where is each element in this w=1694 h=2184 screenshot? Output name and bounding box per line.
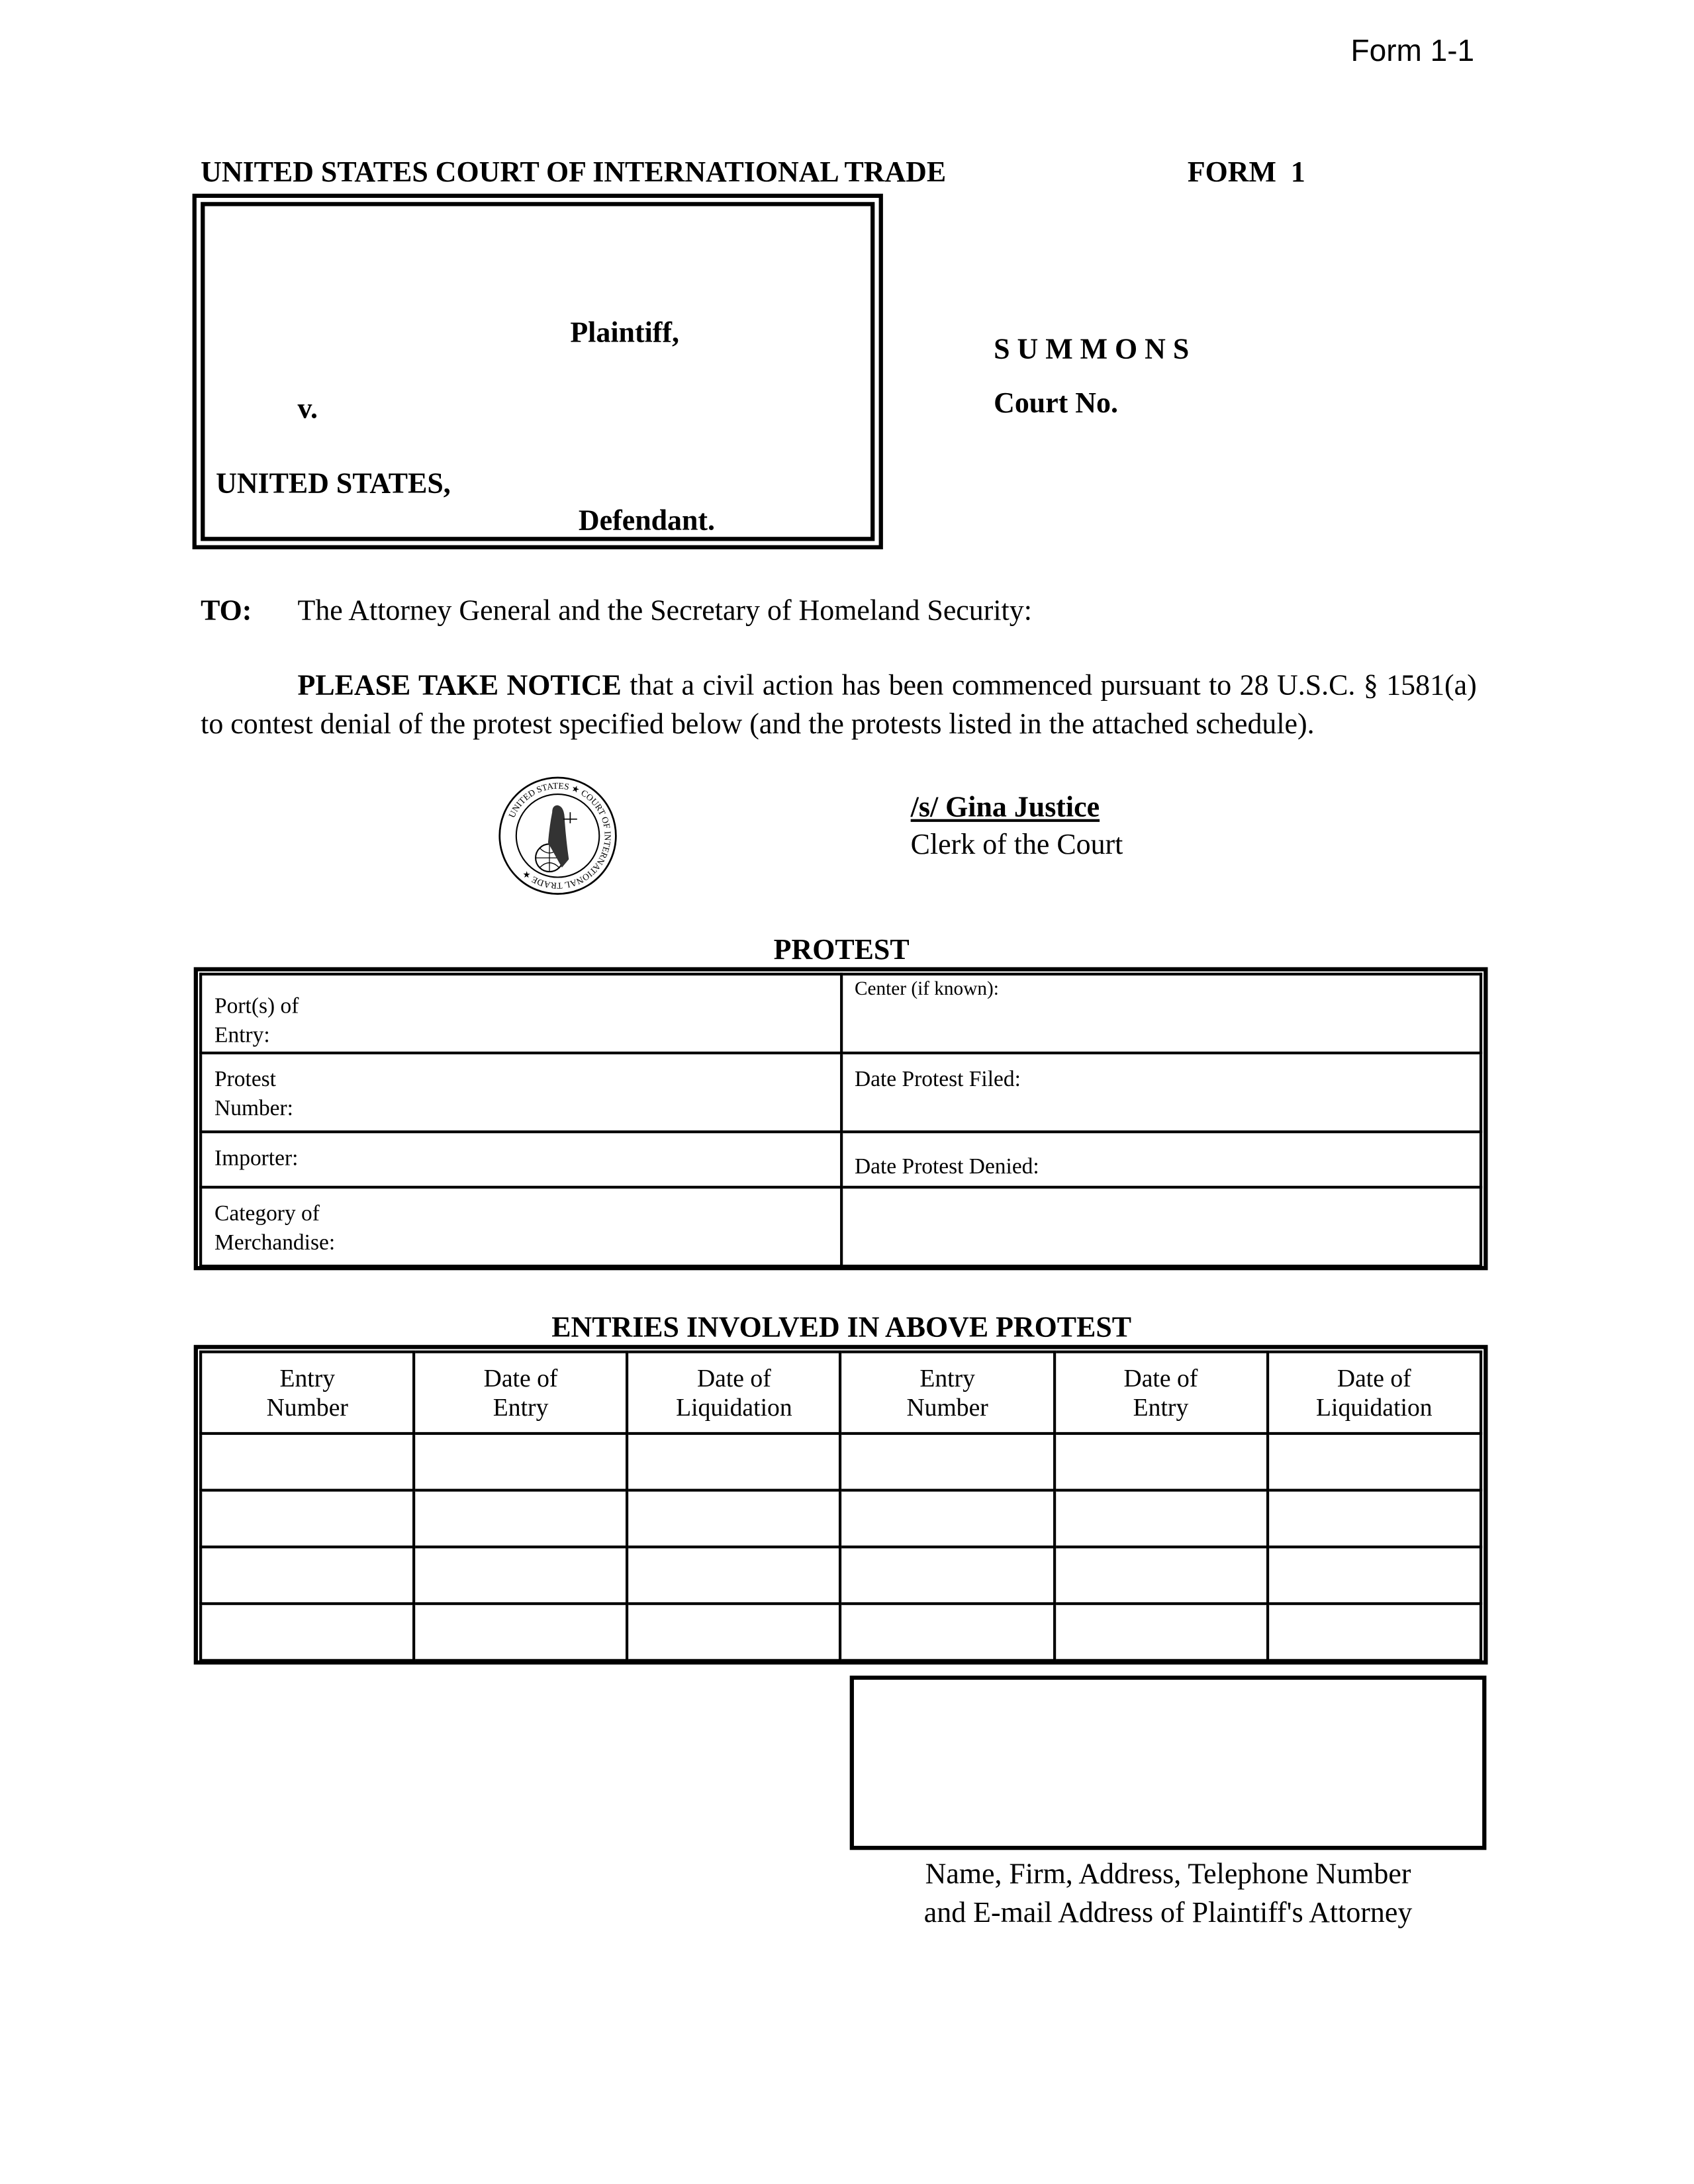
entries-row — [201, 1490, 1481, 1547]
notice-lead: PLEASE TAKE NOTICE — [297, 668, 622, 702]
entries-column-header: Date of Liquidation — [628, 1352, 841, 1433]
entries-cell[interactable] — [841, 1433, 1054, 1490]
protest-row — [201, 1053, 1481, 1132]
entries-cell[interactable] — [414, 1490, 627, 1547]
versus-label: v. — [297, 391, 318, 425]
protest-field-label: Port(s) of Entry: — [214, 995, 299, 1048]
protest-field-label: Date Protest Denied: — [855, 1155, 1039, 1179]
clerk-signature: /s/ Gina Justice — [910, 790, 1100, 823]
entries-cell[interactable] — [1268, 1547, 1481, 1604]
entries-cell[interactable] — [841, 1490, 1054, 1547]
protest-row — [201, 974, 1481, 1053]
protest-field-label — [842, 1189, 1480, 1200]
court-seal — [497, 775, 619, 897]
entries-heading: ENTRIES INVOLVED IN ABOVE PROTEST — [551, 1310, 1132, 1344]
protest-field-label: Date Protest Filed: — [855, 1068, 1021, 1092]
attorney-info-box[interactable] — [850, 1676, 1487, 1850]
entries-column-header: Date of Entry — [414, 1352, 627, 1433]
protest-heading: PROTEST — [773, 933, 910, 966]
protest-left-cell[interactable] — [201, 1187, 841, 1266]
entries-cell[interactable] — [201, 1604, 414, 1661]
entries-cell[interactable] — [1268, 1604, 1481, 1661]
notice-text: that a civil action has been commenced pursuant to 28 U.S.C. § 1581(a) to contest denial of the protest specified below (and the protests listed in the attached schedule). — [201, 668, 1477, 740]
protest-right-cell[interactable] — [841, 974, 1481, 1053]
notice-paragraph — [201, 667, 1477, 743]
protest-row — [201, 1187, 1481, 1266]
to-label: TO: — [201, 593, 252, 627]
entries-cell[interactable] — [201, 1433, 414, 1490]
protest-right-cell[interactable] — [841, 1053, 1481, 1132]
defendant-name: UNITED STATES, — [216, 466, 451, 500]
seal-icon — [497, 775, 619, 897]
entries-column-header: Entry Number — [201, 1352, 414, 1433]
entries-cell[interactable] — [841, 1547, 1054, 1604]
entries-cell[interactable] — [201, 1490, 414, 1547]
entries-cell[interactable] — [414, 1433, 627, 1490]
entries-cell[interactable] — [1268, 1490, 1481, 1547]
protest-field-label: Category of Merchandise: — [214, 1202, 336, 1255]
entries-cell[interactable] — [1054, 1604, 1267, 1661]
protest-row — [201, 1132, 1481, 1187]
entries-column-header: Date of Liquidation — [1268, 1352, 1481, 1433]
entries-cell[interactable] — [628, 1604, 841, 1661]
summons-title: S U M M O N S — [994, 332, 1190, 365]
protest-right-cell[interactable] — [841, 1132, 1481, 1187]
plaintiff-label: Plaintiff, — [570, 315, 680, 349]
protest-field-label: Importer: — [214, 1147, 299, 1171]
entries-table — [199, 1351, 1482, 1662]
entries-cell[interactable] — [628, 1490, 841, 1547]
entries-cell[interactable] — [201, 1547, 414, 1604]
entries-header-row — [201, 1352, 1481, 1433]
entries-column-header: Date of Entry — [1054, 1352, 1267, 1433]
protest-field-label: Center (if known): — [855, 979, 999, 1001]
protest-field-label: Protest Number: — [214, 1068, 293, 1121]
clerk-title: Clerk of the Court — [910, 827, 1123, 861]
entries-cell[interactable] — [841, 1604, 1054, 1661]
protest-left-cell[interactable] — [201, 974, 841, 1053]
entries-cell[interactable] — [628, 1433, 841, 1490]
entries-cell[interactable] — [414, 1547, 627, 1604]
court-number-label: Court No. — [994, 386, 1118, 420]
page-label: Form 1-1 — [1350, 33, 1475, 68]
entries-cell[interactable] — [628, 1547, 841, 1604]
protest-right-cell[interactable] — [841, 1187, 1481, 1266]
protest-left-cell[interactable] — [201, 1053, 841, 1132]
entries-cell[interactable] — [1054, 1547, 1267, 1604]
protest-table — [199, 973, 1482, 1267]
court-title: UNITED STATES COURT OF INTERNATIONAL TRADE — [201, 155, 947, 189]
attorney-caption-line1: Name, Firm, Address, Telephone Number — [925, 1856, 1411, 1890]
entries-cell[interactable] — [1054, 1433, 1267, 1490]
protest-left-cell[interactable] — [201, 1132, 841, 1187]
entries-row — [201, 1604, 1481, 1661]
form-number: FORM 1 — [1187, 155, 1305, 189]
entries-row — [201, 1547, 1481, 1604]
entries-cell[interactable] — [414, 1604, 627, 1661]
attorney-caption-line2: and E-mail Address of Plaintiff's Attorney — [923, 1895, 1413, 1929]
entries-cell[interactable] — [1268, 1433, 1481, 1490]
entries-column-header: Entry Number — [841, 1352, 1054, 1433]
defendant-label: Defendant. — [578, 504, 716, 537]
svg-text:UNITED STATES ★ COURT OF INTER: UNITED STATES ★ COURT OF INTERNATIONAL TRADE ★ — [506, 780, 613, 891]
entries-cell[interactable] — [1054, 1490, 1267, 1547]
to-recipients: The Attorney General and the Secretary of Homeland Security: — [297, 593, 1032, 627]
entries-row — [201, 1433, 1481, 1490]
